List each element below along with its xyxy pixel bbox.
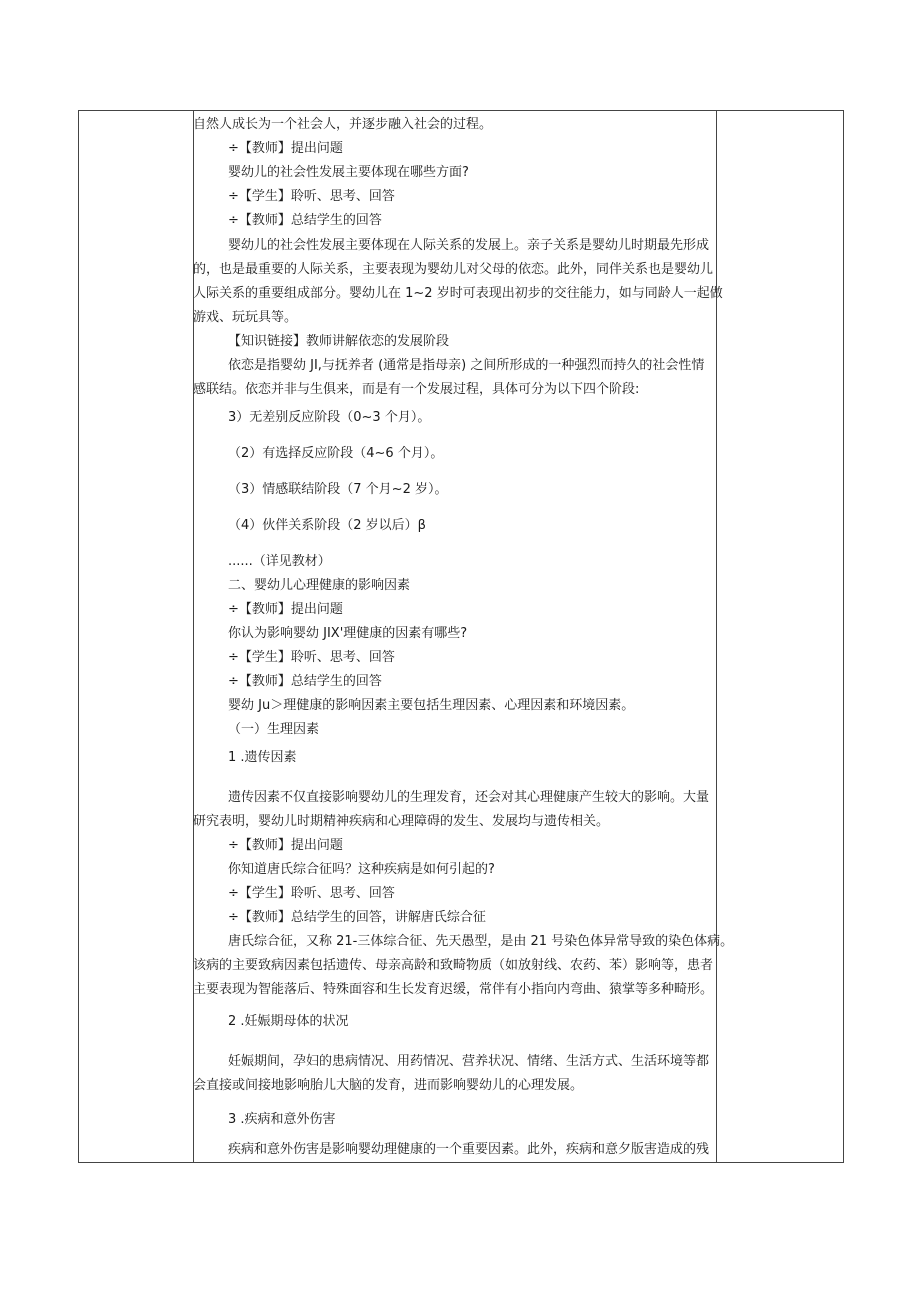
- text-line: 遗传因素不仅直接影响婴幼儿的生理发育，还会对其心理健康产生较大的影响。大量: [228, 790, 710, 805]
- text-line: ÷【教师】总结学生的回答: [228, 213, 382, 228]
- text-line: （3）情感联结阶段（7 个月~2 岁）。: [228, 482, 448, 497]
- text-line: 唐氏综合征，又称 21-三体综合征、先天愚型，是由 21 号染色体异常导致的染色体病。: [228, 934, 734, 949]
- text-line: ÷【教师】总结学生的回答: [228, 674, 382, 689]
- text-line: 人际关系的重要组成部分。婴幼儿在 1~2 岁时可表现出初步的交往能力，如与同龄人一起做: [193, 286, 723, 301]
- text-line: 感联结。依恋并非与生俱来，而是有一个发展过程，具体可分为以下四个阶段:: [193, 382, 640, 397]
- text-line: 会直接或间接地影响胎儿大脑的发育，进而影响婴幼儿的心理发展。: [193, 1078, 584, 1093]
- text-line: 的，也是最重要的人际关系，主要表现为婴幼儿对父母的依恋。此外，同伴关系也是婴幼儿: [193, 262, 714, 277]
- text-line: 主要表现为智能落后、特殊面容和生长发育迟缓，常伴有小指向内弯曲、猿掌等多种畸形。: [193, 982, 714, 997]
- text-line: 自然人成长为一个社会人，并逐步融入社会的过程。: [193, 117, 493, 132]
- text-line: ÷【学生】聆听、思考、回答: [228, 650, 395, 665]
- text-line: 疾病和意外伤害是影响婴幼理健康的一个重要因素。此外，疾病和意夕版害造成的残: [228, 1142, 710, 1157]
- text-line: ......（详见教材）: [228, 554, 331, 569]
- text-line: 婴幼儿的社会性发展主要体现在哪些方面?: [228, 165, 469, 180]
- text-line: （2）有选择反应阶段（4~6 个月）。: [228, 446, 444, 461]
- text-line: 你知道唐氏综合征吗？这种疾病是如何引起的?: [228, 862, 495, 877]
- text-line: 婴幼儿的社会性发展主要体现在人际关系的发展上。亲子关系是婴幼儿时期最先形成: [228, 238, 710, 253]
- text-line: 妊娠期间，孕妇的患病情况、用药情况、营养状况、情绪、生活方式、生活环境等都: [228, 1054, 710, 1069]
- text-line: ÷【教师】提出问题: [228, 141, 343, 156]
- text-line: 依恋是指婴幼 JI,与抚养者 (通常是指母亲) 之间所形成的一种强烈而持久的社会性情: [228, 358, 705, 373]
- subsection-heading: （一）生理因素: [228, 722, 320, 737]
- text-line: 游戏、玩玩具等。: [193, 310, 298, 325]
- text-line: ÷【教师】提出问题: [228, 838, 343, 853]
- text-line: ÷【教师】提出问题: [228, 602, 343, 617]
- column-divider-right: [716, 111, 717, 1162]
- text-line: 你认为影响婴幼 JIX'理健康的因素有哪些?: [228, 626, 468, 641]
- item-heading: 2 .妊娠期母体的状况: [228, 1014, 349, 1029]
- text-line: ÷【教师】总结学生的回答，讲解唐氏综合征: [228, 910, 486, 925]
- text-line: 3）无差别反应阶段（0~3 个月）。: [228, 410, 431, 425]
- text-line: 婴幼 Ju＞理健康的影响因素主要包括生理因素、心理因素和环境因素。: [228, 698, 635, 713]
- text-line: 研究表明，婴幼儿时期精神疾病和心理障碍的发生、发展均与遗传相关。: [193, 814, 610, 829]
- text-line: ÷【学生】聆听、思考、回答: [228, 886, 395, 901]
- text-line: 该病的主要致病因素包括遗传、母亲高龄和致畸物质（如放射线、农药、苯）影响等，患者: [193, 958, 714, 973]
- item-heading: 1 .遗传因素: [228, 750, 297, 765]
- item-heading: 3 .疾病和意外伤害: [228, 1112, 336, 1127]
- text-line: （4）伙伴关系阶段（2 岁以后）β: [228, 518, 426, 533]
- text-line: 【知识链接】教师讲解依恋的发展阶段: [228, 334, 450, 349]
- section-heading: 二、婴幼儿心理健康的影响因素: [228, 578, 411, 593]
- text-line: ÷【学生】聆听、思考、回答: [228, 189, 395, 204]
